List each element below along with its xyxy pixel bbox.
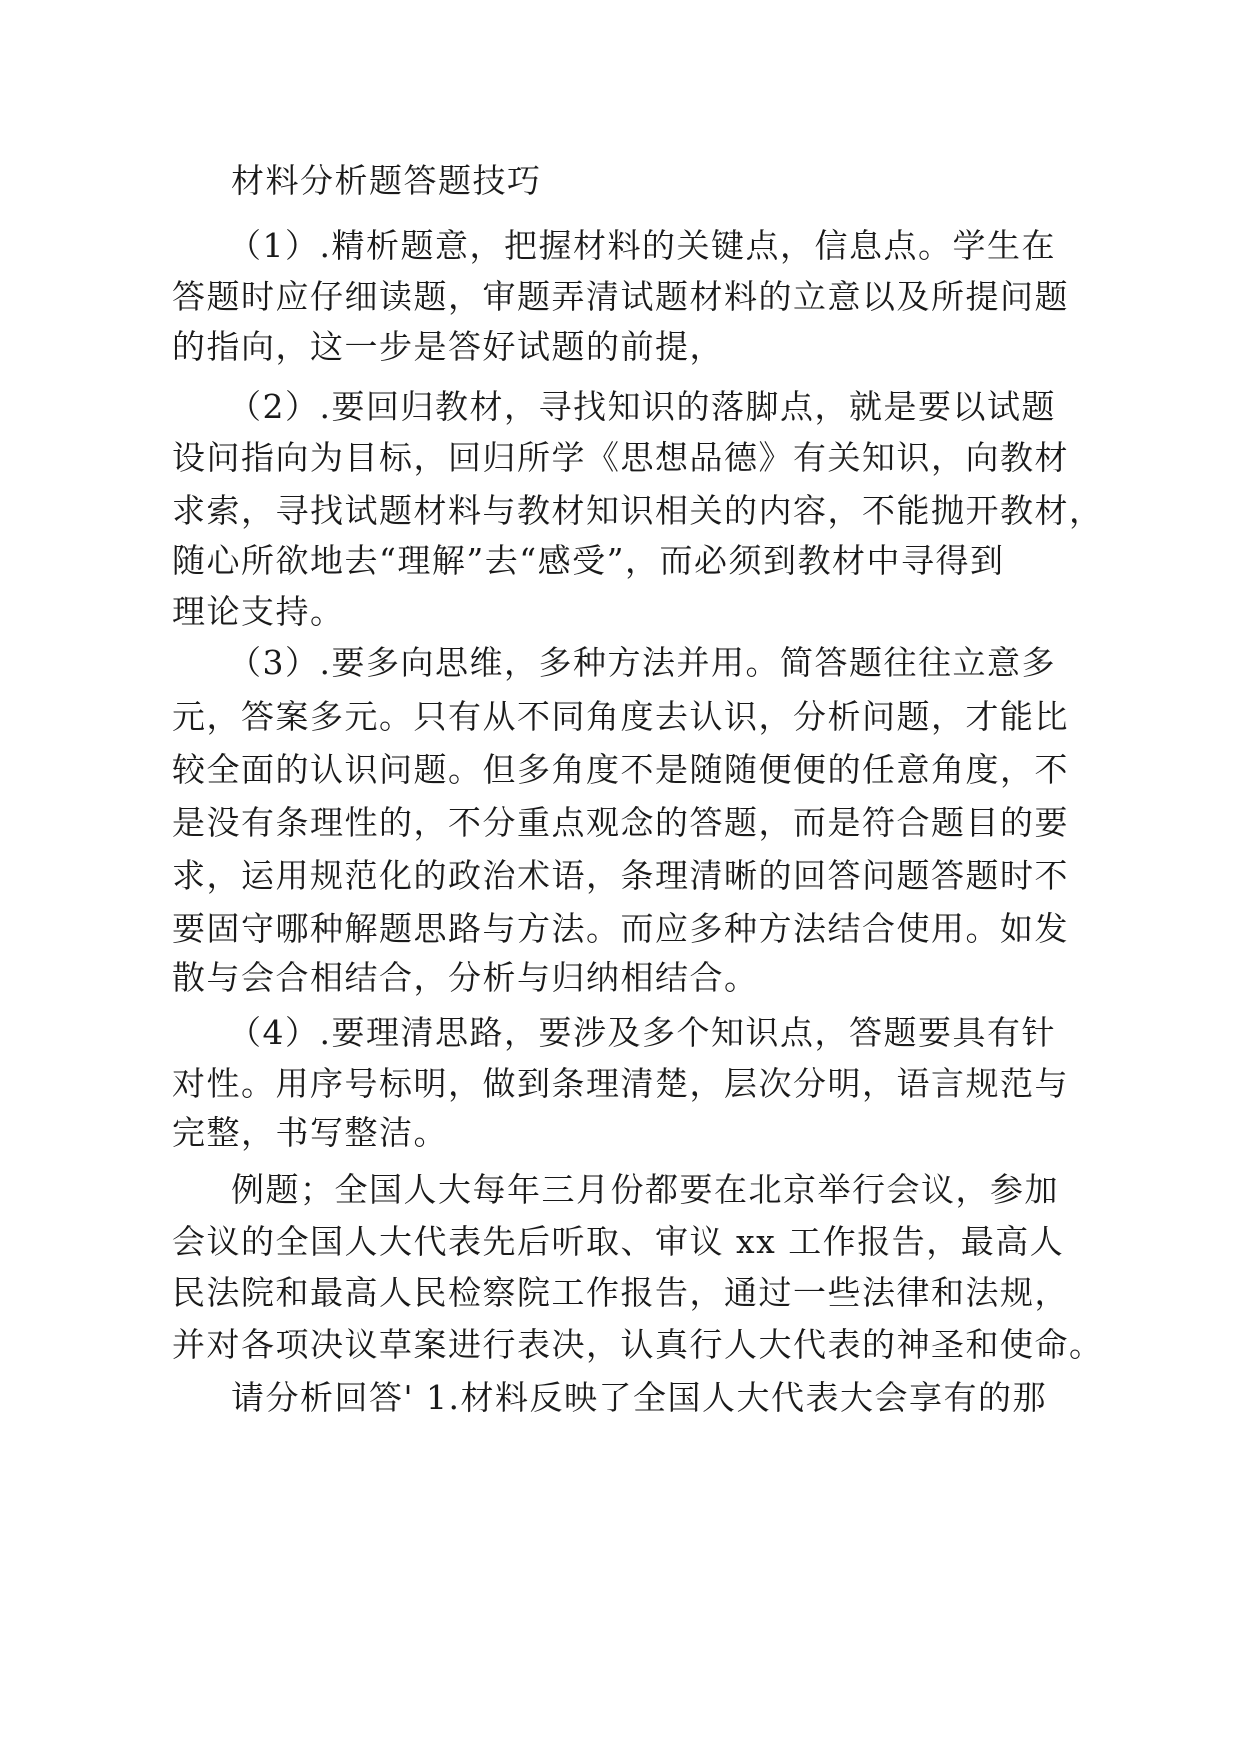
paragraph-line: 是没有条理性的，不分重点观念的答题，而是符合题目的要 [172, 803, 1069, 842]
paragraph-line: 对性。用序号标明，做到条理清楚，层次分明，语言规范与 [172, 1064, 1069, 1103]
paragraph-line: 较全面的认识问题。但多角度不是随随便便的任意角度，不 [172, 750, 1069, 789]
paragraph-line: 答题时应仔细读题，审题弄清试题材料的立意以及所提问题 [172, 277, 1069, 316]
paragraph-line: （3）.要多向思维，多种方法并用。简答题往往立意多 [228, 643, 1056, 682]
paragraph-line: （2）.要回归教材，寻找知识的落脚点，就是要以试题 [228, 387, 1056, 426]
paragraph-line: 要固守哪种解题思路与方法。而应多种方法结合使用。如发 [172, 909, 1069, 948]
paragraph-line: （1）.精析题意，把握材料的关键点，信息点。学生在 [228, 226, 1056, 265]
paragraph-line: 完整，书写整洁。 [172, 1113, 448, 1152]
paragraph-line: 求索，寻找试题材料与教材知识相关的内容，不能抛开教材， [172, 491, 1104, 530]
paragraph-line: 例题；全国人大每年三月份都要在北京举行会议，参加 [231, 1170, 1059, 1209]
paragraph-line: 设问指向为目标，回归所学《思想品德》有关知识，向教材 [172, 438, 1069, 477]
document-title: 材料分析题答题技巧 [231, 161, 542, 200]
paragraph-line: 理论支持。 [172, 592, 345, 631]
paragraph-line: 随心所欲地去“理解”去“感受”，而必须到教材中寻得到 [172, 541, 1005, 580]
paragraph-line: 散与会合相结合，分析与归纳相结合。 [172, 958, 759, 997]
paragraph-line: （4）.要理清思路，要涉及多个知识点，答题要具有针 [228, 1013, 1056, 1052]
paragraph-line: 的指向，这一步是答好试题的前提， [172, 327, 724, 366]
paragraph-line: 元，答案多元。只有从不同角度去认识，分析问题，才能比 [172, 697, 1069, 736]
paragraph-line: 求，运用规范化的政治术语，条理清晰的回答问题答题时不 [172, 856, 1069, 895]
paragraph-line: 并对各项决议草案进行表决，认真行人大代表的神圣和使命。 [172, 1325, 1104, 1364]
paragraph-line: 请分析回答' 1.材料反映了全国人大代表大会享有的那 [231, 1378, 1048, 1417]
paragraph-line: 会议的全国人大代表先后听取、审议 xx 工作报告，最高人 [172, 1222, 1065, 1261]
paragraph-line: 民法院和最高人民检察院工作报告，通过一些法律和法规， [172, 1273, 1069, 1312]
